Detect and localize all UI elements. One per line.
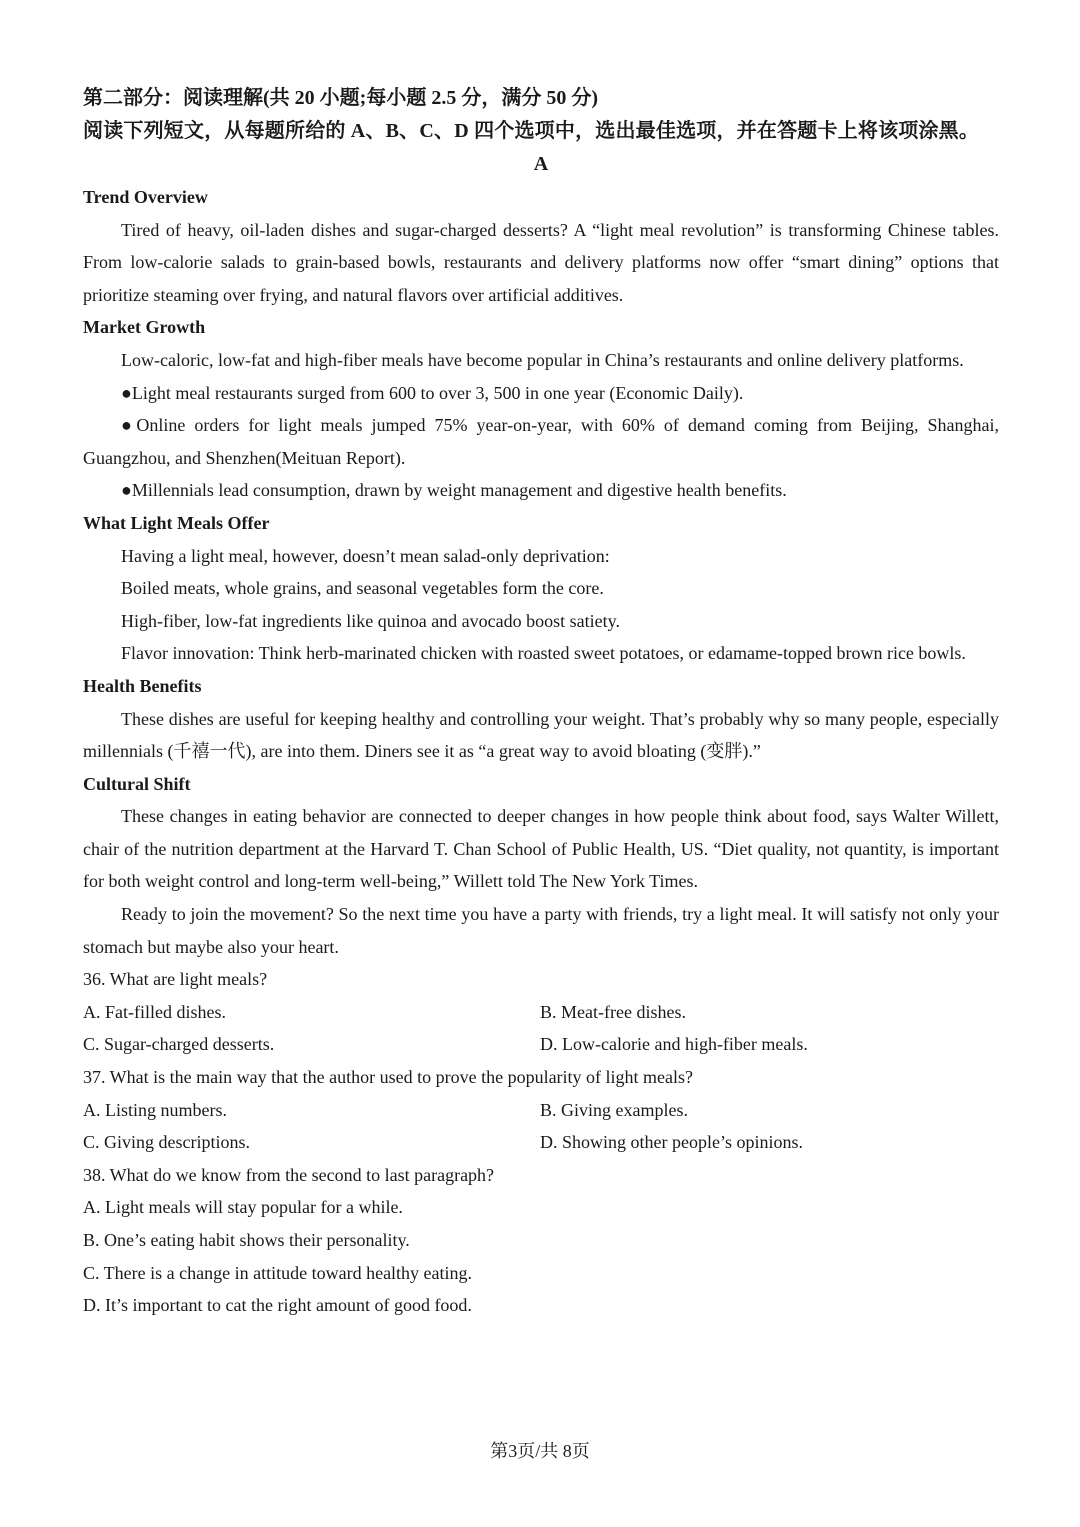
paragraph: Ready to join the movement? So the next time you have a party with friends, try a light meal. It will satisfy not only your stomach but maybe also your heart. [83,904,999,957]
option-a: A. Fat-filled dishes. [83,1001,226,1022]
page-number: 第3页/共 8页 [490,1441,590,1461]
section-heading-trend-overview: Trend Overview [83,187,208,207]
section-heading-cultural-shift: Cultural Shift [83,773,191,794]
question-37-options-row-1 [83,1094,999,1127]
section-title: 第二部分：阅读理解(共 20 小题;每小题 2.5 分，满分 50 分) [83,87,598,109]
paragraph: Flavor innovation: Think herb-marinated chicken with roasted sweet potatoes, or edamame-topped brown rice bowls. [121,643,966,664]
exam-page [83,82,999,1322]
bullet-item: ●Millennials lead consumption, drawn by weight management and digestive health benefits. [121,480,787,501]
section-heading-what-light-meals-offer: What Light Meals Offer [83,512,270,533]
bullet-item: ●Light meal restaurants surged from 600 to over 3, 500 in one year (Economic Daily). [121,382,744,403]
question-38-stem: 38. What do we know from the second to last paragraph? [83,1164,495,1185]
question-37-stem: 37. What is the main way that the author used to prove the popularity of light meals? [83,1067,694,1088]
bullet-item: ●Online orders for light meals jumped 75% year-on-year, with 60% of demand coming from Beijing, Shanghai, Guangzhou, and Shenzhen(Meituan Report). [83,415,999,468]
option-c: C. Giving descriptions. [83,1132,250,1153]
option-c: C. Sugar-charged desserts. [83,1034,275,1055]
question-36-options-row-1 [83,996,999,1029]
instructions: 阅读下列短文，从每题所给的 A、B、C、D 四个选项中，选出最佳选项，并在答题卡上将该项涂黑。 [83,120,980,142]
option-c: C. There is a change in attitude toward healthy eating. [83,1262,473,1283]
option-a: A. Listing numbers. [83,1099,227,1120]
option-b: B. Meat-free dishes. [540,1001,686,1022]
paragraph: Low-caloric, low-fat and high-fiber meals have become popular in China’s restaurants and online delivery platforms. [121,349,964,370]
question-36-options-row-2 [83,1028,999,1061]
paragraph: Boiled meats, whole grains, and seasonal vegetables form the core. [121,578,604,599]
paragraph: High-fiber, low-fat ingredients like quinoa and avocado boost satiety. [121,610,620,631]
passage-letter: A [533,153,549,175]
paragraph: These changes in eating behavior are connected to deeper changes in how people think about food, says Walter Willett, chair of the nutrition department at the Harvard T. Chan School of Public Health, US. “Diet quality, not quantity, is important for both weight control and long-term well-being,” Willett told The New York Times. [83,806,999,892]
option-b: B. Giving examples. [540,1099,688,1120]
option-a: A. Light meals will stay popular for a while. [83,1197,403,1218]
question-36-stem: 36. What are light meals? [83,969,268,990]
question-37-options-row-2 [83,1126,999,1159]
option-d: D. It’s important to cat the right amount of good food. [83,1295,472,1316]
paragraph: Tired of heavy, oil-laden dishes and sugar-charged desserts? A “light meal revolution” is transforming Chinese tables. From low-calorie salads to grain-based bowls, restaurants and delivery platforms now offer “smart dining” options that prioritize steaming over frying, and natural flavors over artificial additives. [83,219,999,305]
option-b: B. One’s eating habit shows their personality. [83,1230,410,1250]
paragraph: These dishes are useful for keeping healthy and controlling your weight. That’s probably why so many people, especially millennials (千禧一代), are into them. Diners see it as “a great way to avoid bloating (变胖).” [83,708,999,762]
section-heading-health-benefits: Health Benefits [83,675,202,696]
section-heading-market-growth: Market Growth [83,317,206,338]
option-d: D. Low-calorie and high-fiber meals. [540,1034,808,1055]
option-d: D. Showing other people’s opinions. [540,1132,803,1153]
paragraph: Having a light meal, however, doesn’t mean salad-only deprivation: [121,545,610,566]
